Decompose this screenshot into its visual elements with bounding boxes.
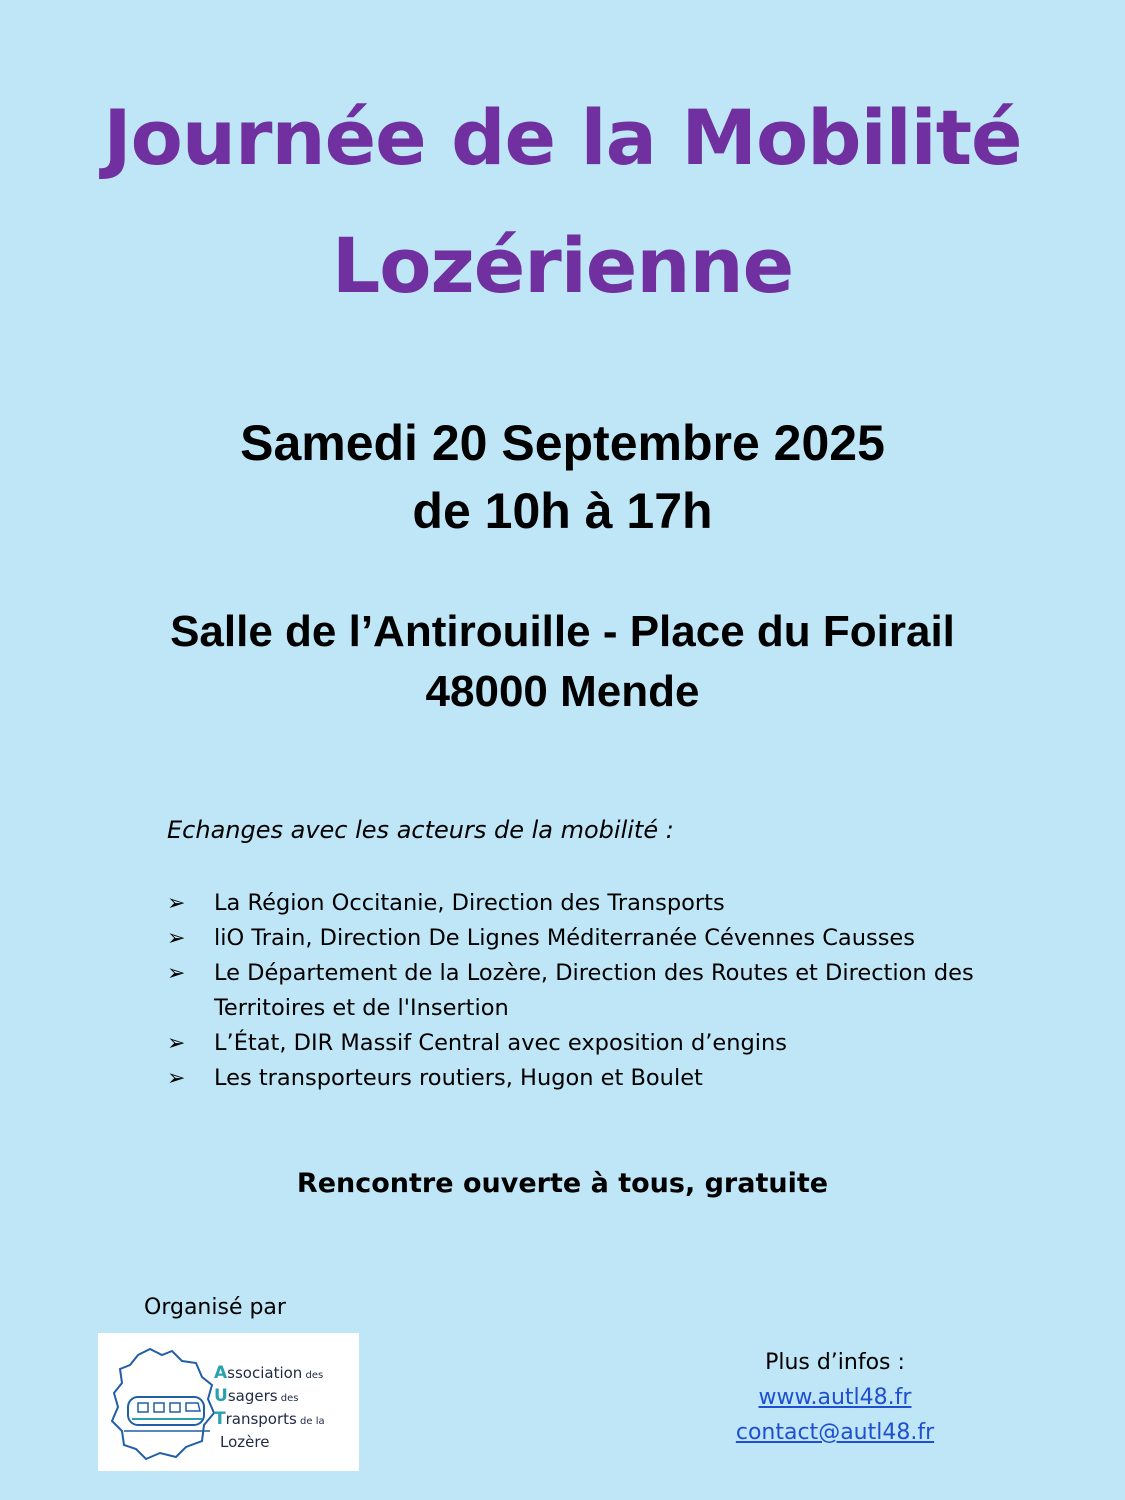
logo-line: Association des bbox=[214, 1363, 324, 1383]
arrow-bullet-icon: ➢ bbox=[167, 891, 186, 916]
list-item bbox=[167, 886, 1027, 921]
actor-text: La Région Occitanie, Direction des Transports bbox=[214, 890, 725, 916]
email-link[interactable]: contact@autl48.fr bbox=[735, 1420, 935, 1445]
association-logo bbox=[98, 1333, 359, 1471]
list-item bbox=[167, 921, 1027, 956]
event-venue: Salle de l’Antirouille - Place du Foirail bbox=[170, 607, 955, 656]
page-title-line-1: Journée de la Mobilité bbox=[103, 93, 1022, 182]
list-item bbox=[167, 956, 1027, 1026]
list-item bbox=[167, 1026, 1027, 1061]
website-link[interactable]: www.autl48.fr bbox=[758, 1385, 912, 1410]
list-item bbox=[167, 1061, 1027, 1096]
logo-line: Transports de la bbox=[214, 1409, 325, 1429]
actor-text: liO Train, Direction De Lignes Méditerranée Cévennes Causses bbox=[214, 925, 915, 951]
actors-intro: Echanges avec les acteurs de la mobilité : bbox=[167, 816, 674, 844]
arrow-bullet-icon: ➢ bbox=[167, 1066, 186, 1091]
organiser-label: Organisé par bbox=[144, 1295, 286, 1320]
event-hours: de 10h à 17h bbox=[412, 483, 713, 539]
event-city: 48000 Mende bbox=[425, 667, 700, 716]
actor-text: Les transporteurs routiers, Hugon et Boulet bbox=[214, 1065, 703, 1091]
actor-text: Le Département de la Lozère, Direction des Routes et Direction des Territoires et de l'Insertion bbox=[214, 960, 974, 1021]
event-date: Samedi 20 Septembre 2025 bbox=[240, 415, 885, 471]
arrow-bullet-icon: ➢ bbox=[167, 926, 186, 951]
arrow-bullet-icon: ➢ bbox=[167, 1031, 186, 1056]
more-info-label: Plus d’infos : bbox=[765, 1350, 905, 1375]
page-title-line-2: Lozérienne bbox=[331, 221, 794, 310]
logo-wordmark bbox=[214, 1363, 325, 1453]
lozere-map-train-icon bbox=[106, 1341, 218, 1463]
actor-text: L’État, DIR Massif Central avec exposition d’engins bbox=[214, 1030, 787, 1056]
more-info bbox=[660, 1345, 1010, 1450]
logo-line: Lozère bbox=[220, 1433, 270, 1451]
arrow-bullet-icon: ➢ bbox=[167, 961, 186, 986]
logo-line: Usagers des bbox=[214, 1386, 299, 1406]
actors-list bbox=[167, 886, 1027, 1096]
open-note: Rencontre ouverte à tous, gratuite bbox=[296, 1168, 829, 1199]
